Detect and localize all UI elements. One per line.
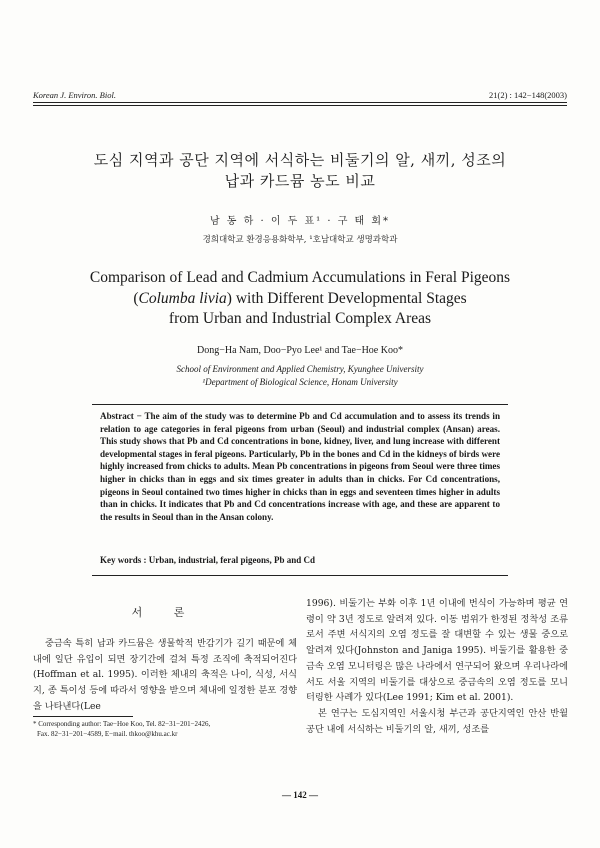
- keywords: Key words : Urban, industrial, feral pigeons, Pb and Cd: [100, 555, 316, 565]
- abstract: Abstract − The aim of the study was to determine Pb and Cd accumulation and to assess its trends in relation to age categories in feral pigeons from urban (Seoul) and industrial complex (Ansan) areas. This study shows that Pb and Cd concentrations in bone, kidney, liver, and lung increase with different developmental stages in feral pigeons. Particularly, Pb in the bones and Cd in the kidneys of birds were highly increased from chicks to adults. Mean Pb concentrations in pigeons from Seoul were three times higher in chicks than in eggs and six times greater in adults than in chicks. For Cd concentrations, pigeons in Seoul contained two times higher in chicks than in eggs and seventeen times higher in adults than in chicks. It indicates that Pb and Cd concentrations increase with age, and these are apparent to the results in Seoul than in the Ansan colony.: [100, 411, 500, 522]
- abstract-rule-top: [92, 404, 508, 405]
- abstract-rule-bottom: [92, 575, 508, 576]
- body-paragraph-right-2: 본 연구는 도심지역인 서울시청 부근과 공단지역인 안산 반월공단 내에 서식하는 비둘기의 알, 새끼, 성조를: [306, 707, 568, 735]
- korean-authors: 남 동 하 · 이 두 표¹ · 구 태 회*: [209, 216, 391, 227]
- english-title-line2-rest: with Different Developmental Stages: [231, 289, 467, 307]
- english-title: [60, 268, 540, 330]
- citation: 21(2) : 142−148(2003): [489, 90, 567, 100]
- korean-affiliation: 경희대학교 환경응용화학부, ¹호남대학교 생명과학과: [202, 235, 398, 245]
- body-paragraph-left: 중금속 특히 납과 카드뮴은 생물학적 반감기가 길기 때문에 체내에 일단 유입이 되면 장기간에 걸쳐 특정 조직에 축적되어진다(Hoffman et al. 1995). 이러한 체내의 축적은 나이, 식성, 서식지, 종 특이성 등에 따라서 영향을 받으며 체내에 일정한 분포 경향을 나타낸다(Lee: [33, 638, 297, 712]
- affiliation-1: School of Environment and Applied Chemistry, Kyunghee University: [176, 364, 424, 374]
- footnote-rule: [33, 716, 133, 717]
- page-number: — 142 —: [282, 790, 318, 800]
- korean-title: [60, 150, 540, 192]
- english-affiliation: [0, 363, 600, 388]
- left-column: [33, 596, 297, 715]
- section-heading: 서 론: [131, 606, 199, 619]
- right-column: [306, 596, 568, 737]
- korean-title-line2: 납과 카드뮴 농도 비교: [224, 172, 376, 190]
- korean-title-line1: 도심 지역과 공단 지역에 서식하는 비둘기의 알, 새끼, 성조의: [93, 151, 507, 169]
- english-title-line2: (Columba livia) with Different Developmental Stages: [133, 289, 467, 307]
- header-rule: [33, 102, 567, 103]
- running-head: [33, 90, 567, 100]
- english-title-line1: Comparison of Lead and Cadmium Accumulations in Feral Pigeons: [89, 269, 511, 286]
- footnote-line1: * Corresponding author: Tae−Hoe Koo, Tel. 82−31−201−2426,: [33, 720, 211, 728]
- english-authors: Dong−Ha Nam, Doo−Pyo Lee¹ and Tae−Hoe Koo*: [197, 345, 403, 356]
- header-rule-thin: [33, 105, 567, 106]
- affiliation-2: ¹Department of Biological Science, Honam University: [202, 376, 398, 387]
- footnote-line2: Fax. 82−31−201−4589, E−mail. thkoo@khu.ac.kr: [37, 729, 178, 738]
- journal-name: Korean J. Environ. Biol.: [33, 90, 116, 100]
- footnote: [33, 720, 297, 739]
- species-name: Columba livia: [138, 289, 227, 307]
- english-title-line3: from Urban and Industrial Complex Areas: [168, 310, 432, 327]
- body-paragraph-right-1: 1996). 비둘기는 부화 이후 1년 이내에 번식이 가능하며 평균 연령이 약 3년 정도로 알려져 있다. 이동 범위가 한정된 정착성 조류로서 주변 서식지의 오염 정도를 잘 대변할 수 있는 생물 중으로 알려져 있다(Johnston and Janiga 1995). 비둘기를 활용한 중금속 오염 모니터링은 많은 나라에서 연구되어 왔으며 우리나라에서도 서울 지역의 비둘기를 대상으로 중금속의 오염 정도를 모니터링한 사례가 있다(Lee 1991; Kim et al. 2001).: [306, 598, 568, 704]
